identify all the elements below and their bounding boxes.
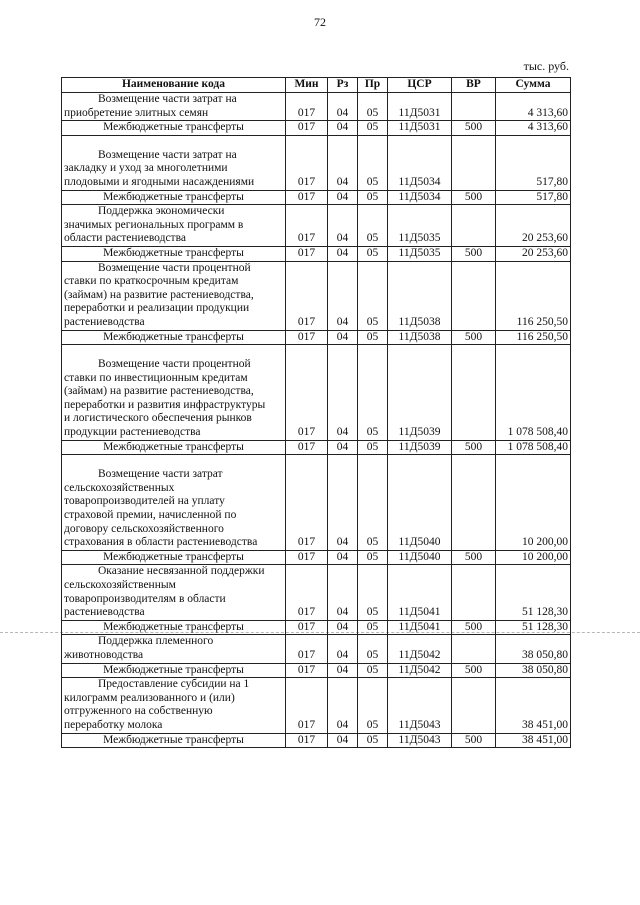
expense-row	[62, 135, 571, 190]
vr-cell: 500	[452, 190, 496, 205]
row-name-line: Поддержка экономически	[98, 205, 225, 218]
row-name-line: Поддержка племенного	[98, 635, 214, 648]
column-header-sum: Сумма	[496, 78, 571, 93]
pr-cell: 05	[358, 663, 388, 678]
transfer-row	[62, 190, 571, 205]
row-name-cell	[62, 620, 286, 635]
row-spacer	[64, 455, 283, 468]
row-name-line: растениеводства	[64, 315, 145, 328]
vr-cell	[452, 345, 496, 441]
csr-cell: 11Д5031	[388, 93, 452, 121]
csr-cell: 11Д5043	[388, 733, 452, 748]
min-cell: 017	[286, 635, 328, 663]
expense-row	[62, 455, 571, 551]
vr-cell: 500	[452, 121, 496, 136]
transfer-row	[62, 121, 571, 136]
row-name-line: товаропроизводителям в области	[64, 592, 226, 605]
expense-row	[62, 205, 571, 247]
sum-cell: 116 250,50	[496, 261, 571, 330]
pr-cell: 05	[358, 261, 388, 330]
row-name-line: переработку молока	[64, 718, 163, 731]
rz-cell: 04	[328, 205, 358, 247]
row-name-line: страхования в области растениеводства	[64, 536, 258, 549]
csr-cell: 11Д5039	[388, 345, 452, 441]
rz-cell: 04	[328, 261, 358, 330]
row-name-line: страховой премии, начисленной по	[64, 509, 237, 522]
rz-cell: 04	[328, 733, 358, 748]
column-header-rz: Рз	[328, 78, 358, 93]
row-spacer	[64, 136, 283, 149]
row-name-cell	[62, 733, 286, 748]
row-name-line: Возмещение части затрат на	[98, 93, 237, 105]
csr-cell: 11Д5041	[388, 620, 452, 635]
rz-cell: 04	[328, 190, 358, 205]
table-body	[62, 93, 571, 748]
vr-cell	[452, 455, 496, 551]
rz-cell: 04	[328, 663, 358, 678]
vr-cell: 500	[452, 550, 496, 565]
sum-cell: 1 078 508,40	[496, 440, 571, 455]
sum-cell: 38 050,80	[496, 635, 571, 663]
row-name-cell	[62, 345, 286, 441]
row-name-line: Межбюджетные трансферты	[103, 620, 244, 633]
row-name-line: Межбюджетные трансферты	[103, 246, 244, 259]
row-name-line: Возмещение части затрат на	[98, 148, 237, 161]
row-name-line: сельскохозяйственным	[64, 579, 176, 591]
row-name-line: (займам) на развитие растениеводства,	[64, 385, 254, 398]
pr-cell: 05	[358, 733, 388, 748]
row-name-line: и логистического обеспечения рынков	[64, 412, 252, 425]
min-cell: 017	[286, 440, 328, 455]
pr-cell: 05	[358, 620, 388, 635]
row-name-line: товаропроизводителей на уплату	[64, 495, 225, 508]
sum-cell: 116 250,50	[496, 330, 571, 345]
sum-cell: 10 200,00	[496, 550, 571, 565]
min-cell: 017	[286, 345, 328, 441]
sum-cell: 1 078 508,40	[496, 345, 571, 441]
sum-cell: 10 200,00	[496, 455, 571, 551]
vr-cell	[452, 93, 496, 121]
row-name-line: Межбюджетные трансферты	[103, 121, 244, 134]
min-cell: 017	[286, 121, 328, 136]
row-name-line: сельскохозяйственных	[64, 481, 175, 494]
rz-cell: 04	[328, 330, 358, 345]
csr-cell: 11Д5041	[388, 565, 452, 620]
rz-cell: 04	[328, 565, 358, 620]
column-header-vr: ВР	[452, 78, 496, 93]
rz-cell: 04	[328, 550, 358, 565]
page-number: 72	[314, 15, 326, 29]
expense-row	[62, 635, 571, 663]
rz-cell: 04	[328, 345, 358, 441]
rz-cell: 04	[328, 635, 358, 663]
row-name-line: Межбюджетные трансферты	[103, 440, 244, 453]
rz-cell: 04	[328, 246, 358, 261]
row-name-line: переработки и реализации продукции	[64, 302, 250, 315]
expense-row	[62, 93, 571, 121]
min-cell: 017	[286, 455, 328, 551]
transfer-row	[62, 440, 571, 455]
min-cell: 017	[286, 550, 328, 565]
transfer-row	[62, 330, 571, 345]
pr-cell: 05	[358, 440, 388, 455]
row-name-line: Возмещение части затрат	[98, 468, 223, 481]
budget-table	[61, 77, 571, 748]
row-name-cell	[62, 330, 286, 345]
rz-cell: 04	[328, 620, 358, 635]
min-cell: 017	[286, 678, 328, 733]
csr-cell: 11Д5042	[388, 635, 452, 663]
csr-cell: 11Д5034	[388, 190, 452, 205]
column-header-min: Мин	[286, 78, 328, 93]
row-name-line: области растениеводства	[64, 232, 186, 245]
min-cell: 017	[286, 190, 328, 205]
sum-cell: 51 128,30	[496, 565, 571, 620]
row-name-line: Межбюджетные трансферты	[103, 663, 244, 676]
rz-cell: 04	[328, 440, 358, 455]
csr-cell: 11Д5040	[388, 550, 452, 565]
pr-cell: 05	[358, 345, 388, 441]
row-name-line: килограмм реализованного и (или)	[64, 691, 235, 704]
pr-cell: 05	[358, 330, 388, 345]
vr-cell: 500	[452, 620, 496, 635]
row-name-line: Оказание несвязанной поддержки	[98, 565, 265, 578]
rz-cell: 04	[328, 455, 358, 551]
row-name-cell	[62, 663, 286, 678]
row-name-cell	[62, 205, 286, 247]
rz-cell: 04	[328, 678, 358, 733]
sum-cell: 4 313,60	[496, 121, 571, 136]
row-name-line: Межбюджетные трансферты	[103, 330, 244, 343]
vr-cell: 500	[452, 440, 496, 455]
row-name-line: приобретение элитных семян	[64, 106, 209, 119]
column-header-csr: ЦСР	[388, 78, 452, 93]
sum-cell: 517,80	[496, 190, 571, 205]
transfer-row	[62, 733, 571, 748]
vr-cell	[452, 565, 496, 620]
sum-cell: 20 253,60	[496, 246, 571, 261]
csr-cell: 11Д5042	[388, 663, 452, 678]
row-name-cell	[62, 678, 286, 733]
csr-cell: 11Д5034	[388, 135, 452, 190]
row-name-line: ставки по краткосрочным кредитам	[64, 275, 239, 288]
min-cell: 017	[286, 663, 328, 678]
vr-cell	[452, 205, 496, 247]
units-label: тыс. руб.	[523, 59, 569, 73]
row-name-line: Предоставление субсидии на 1	[98, 678, 250, 691]
vr-cell	[452, 635, 496, 663]
sum-cell: 38 451,00	[496, 733, 571, 748]
pr-cell: 05	[358, 121, 388, 136]
csr-cell: 11Д5039	[388, 440, 452, 455]
vr-cell: 500	[452, 246, 496, 261]
row-name-line: ставки по инвестиционным кредитам	[64, 371, 248, 384]
min-cell: 017	[286, 205, 328, 247]
row-name-cell	[62, 635, 286, 663]
row-name-line: Межбюджетные трансферты	[103, 190, 244, 203]
row-name-line: Возмещение части процентной	[98, 261, 251, 274]
vr-cell	[452, 678, 496, 733]
min-cell: 017	[286, 620, 328, 635]
row-name-line: договору сельскохозяйственного	[64, 522, 224, 535]
csr-cell: 11Д5035	[388, 205, 452, 247]
pr-cell: 05	[358, 455, 388, 551]
row-name-line: отгруженного на собственную	[64, 705, 213, 718]
row-name-cell	[62, 455, 286, 551]
csr-cell: 11Д5038	[388, 330, 452, 345]
row-spacer	[64, 345, 283, 358]
pr-cell: 05	[358, 246, 388, 261]
sum-cell: 51 128,30	[496, 620, 571, 635]
rz-cell: 04	[328, 135, 358, 190]
pr-cell: 05	[358, 93, 388, 121]
row-name-line: животноводства	[64, 648, 144, 661]
csr-cell: 11Д5031	[388, 121, 452, 136]
transfer-row	[62, 550, 571, 565]
row-name-line: растениеводства	[64, 606, 145, 619]
row-name-cell	[62, 190, 286, 205]
vr-cell: 500	[452, 733, 496, 748]
transfer-row	[62, 620, 571, 635]
csr-cell: 11Д5043	[388, 678, 452, 733]
row-name-cell	[62, 550, 286, 565]
expense-row	[62, 345, 571, 441]
row-name-cell	[62, 246, 286, 261]
rz-cell: 04	[328, 121, 358, 136]
expense-row	[62, 678, 571, 733]
sum-cell: 4 313,60	[496, 93, 571, 121]
row-name-line: Межбюджетные трансферты	[103, 733, 244, 746]
pr-cell: 05	[358, 678, 388, 733]
min-cell: 017	[286, 733, 328, 748]
column-header-name: Наименование кода	[62, 78, 286, 93]
vr-cell: 500	[452, 330, 496, 345]
sum-cell: 38 451,00	[496, 678, 571, 733]
csr-cell: 11Д5035	[388, 246, 452, 261]
row-name-cell	[62, 440, 286, 455]
transfer-row	[62, 246, 571, 261]
sum-cell: 20 253,60	[496, 205, 571, 247]
vr-cell: 500	[452, 663, 496, 678]
row-name-cell	[62, 135, 286, 190]
min-cell: 017	[286, 135, 328, 190]
row-name-cell	[62, 93, 286, 121]
min-cell: 017	[286, 261, 328, 330]
sum-cell: 38 050,80	[496, 663, 571, 678]
pr-cell: 05	[358, 635, 388, 663]
row-name-line: (займам) на развитие растениеводства,	[64, 288, 254, 301]
min-cell: 017	[286, 565, 328, 620]
row-name-line: значимых региональных программ в	[64, 218, 244, 231]
row-name-line: переработки и развития инфраструктуры	[64, 398, 266, 411]
column-header-pr: Пр	[358, 78, 388, 93]
csr-cell: 11Д5040	[388, 455, 452, 551]
row-name-cell	[62, 565, 286, 620]
row-name-line: закладку и уход за многолетними	[64, 162, 228, 175]
rz-cell: 04	[328, 93, 358, 121]
csr-cell: 11Д5038	[388, 261, 452, 330]
vr-cell	[452, 261, 496, 330]
row-name-line: Межбюджетные трансферты	[103, 550, 244, 563]
row-name-line: продукции растениеводства	[64, 426, 201, 439]
expense-row	[62, 565, 571, 620]
row-name-line: Возмещение части процентной	[98, 358, 251, 371]
table-header-row	[62, 78, 571, 93]
pr-cell: 05	[358, 565, 388, 620]
vr-cell	[452, 135, 496, 190]
expense-row	[62, 261, 571, 330]
row-name-cell	[62, 121, 286, 136]
row-name-line: плодовыми и ягодными насаждениями	[64, 175, 255, 188]
pr-cell: 05	[358, 550, 388, 565]
min-cell: 017	[286, 93, 328, 121]
min-cell: 017	[286, 330, 328, 345]
transfer-row	[62, 663, 571, 678]
min-cell: 017	[286, 246, 328, 261]
pr-cell: 05	[358, 190, 388, 205]
row-name-cell	[62, 261, 286, 330]
sum-cell: 517,80	[496, 135, 571, 190]
pr-cell: 05	[358, 135, 388, 190]
pr-cell: 05	[358, 205, 388, 247]
